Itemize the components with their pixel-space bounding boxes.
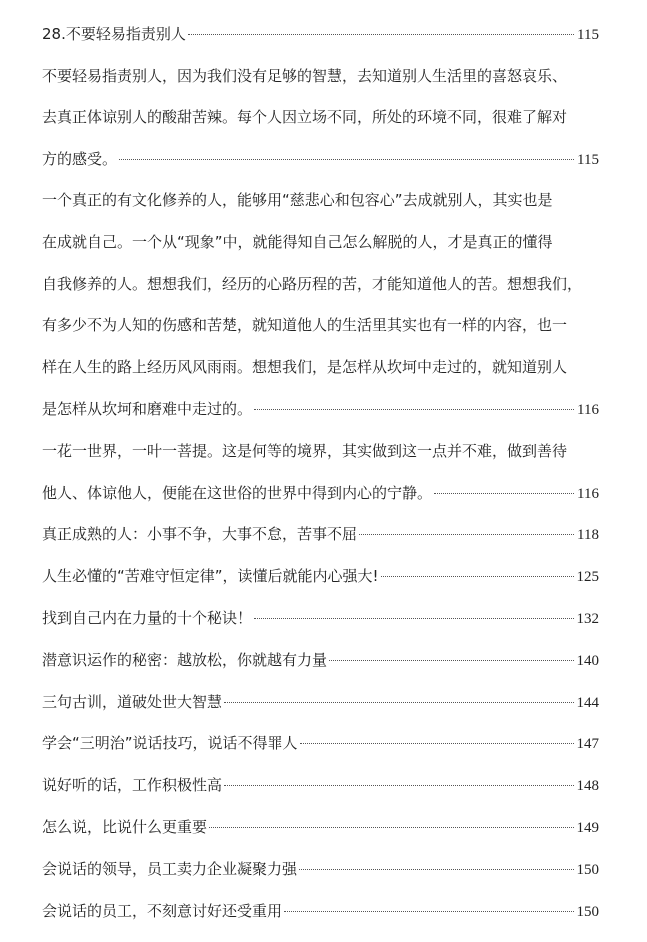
paragraph-line: 样在人生的路上经历风风雨雨。想想我们，是怎样从坎坷中走过的，就知道别人: [42, 358, 568, 376]
dot-leader: [209, 827, 573, 828]
toc-entry-title: 方的感受。: [42, 150, 118, 168]
toc-entry-page: 147: [576, 736, 599, 752]
dot-leader: [359, 534, 574, 535]
dot-leader: [284, 911, 573, 912]
dot-leader: [119, 159, 574, 160]
toc-entry[interactable]: [42, 479, 599, 507]
dot-leader: [224, 785, 573, 786]
toc-entry-page: 132: [576, 611, 599, 627]
paragraph-line: 去真正体谅别人的酸甜苦辣。每个人因立场不同，所处的环境不同，很难了解对: [42, 108, 568, 126]
toc-entry-title: 是怎样从坎坷和磨难中走过的。: [42, 400, 253, 418]
toc-entry[interactable]: [42, 395, 599, 423]
toc-entry[interactable]: [42, 855, 599, 883]
toc-entry-page: 148: [576, 778, 599, 794]
dot-leader: [299, 869, 573, 870]
toc-entry[interactable]: [42, 688, 599, 716]
toc-entry[interactable]: [42, 897, 599, 925]
toc-entry[interactable]: [42, 145, 599, 173]
toc-entry[interactable]: [42, 562, 599, 590]
toc-entry-title: 怎么说，比说什么更重要: [42, 818, 208, 836]
toc-entry-page: 115: [577, 152, 599, 168]
toc-entry-page: 116: [577, 402, 599, 418]
toc-entry[interactable]: [42, 604, 599, 632]
toc-entry-page: 140: [576, 653, 599, 669]
toc-entry-title: 说好听的话，工作积极性高: [42, 776, 223, 794]
paragraph-line: 一花一世界，一叶一菩提。这是何等的境界，其实做到这一点并不难，做到善待: [42, 442, 568, 460]
paragraph-line: 有多少不为人知的伤感和苦楚，就知道他人的生活里其实也有一样的内容，也一: [42, 316, 568, 334]
toc-entry-page: 150: [576, 904, 599, 920]
paragraph-line: 自我修养的人。想想我们，经历的心路历程的苦，才能知道他人的苦。想想我们，: [42, 275, 583, 293]
toc-entry-title: 会说话的员工，不刻意讨好还受重用: [42, 902, 283, 920]
toc-entry-title: 找到自己内在力量的十个秘诀！: [42, 609, 253, 627]
paragraph-line: 在成就自己。一个从“现象”中，就能得知自己怎么解脱的人，才是真正的懂得: [42, 233, 553, 251]
toc-entry-title: 会说话的领导，员工卖力企业凝聚力强: [42, 860, 298, 878]
toc-entry-page: 125: [576, 569, 599, 585]
dot-leader: [254, 409, 574, 410]
paragraph-line: 一个真正的有文化修养的人，能够用“慈悲心和包容心”去成就别人，其实也是: [42, 191, 553, 209]
dot-leader: [300, 743, 574, 744]
toc-entry-title: 潜意识运作的秘密：越放松，你就越有力量: [42, 651, 328, 669]
dot-leader: [329, 660, 573, 661]
toc-entry[interactable]: [42, 20, 599, 48]
paragraph-line: 不要轻易指责别人，因为我们没有足够的智慧，去知道别人生活里的喜怒哀乐、: [42, 67, 568, 85]
dot-leader: [224, 702, 573, 703]
toc-entry[interactable]: [42, 520, 599, 548]
toc-entry-title: 真正成熟的人：小事不争，大事不怠，苦事不屈: [42, 525, 358, 543]
dot-leader: [188, 34, 574, 35]
toc-entry-title: 28.不要轻易指责别人: [42, 25, 186, 43]
dot-leader: [381, 576, 574, 577]
toc-entry-page: 150: [576, 862, 599, 878]
dot-leader: [254, 618, 573, 619]
toc-entry-title: 人生必懂的“苦难守恒定律”，读懂后就能内心强大!: [42, 567, 379, 585]
toc-entry-title: 三句古训，道破处世大智慧: [42, 693, 223, 711]
toc-entry-page: 144: [576, 695, 599, 711]
toc-entry-page: 118: [577, 527, 599, 543]
toc-entry[interactable]: [42, 729, 599, 757]
toc-entry-title: 他人、体谅他人，便能在这世俗的世界中得到内心的宁静。: [42, 484, 433, 502]
toc-entry[interactable]: [42, 771, 599, 799]
dot-leader: [434, 493, 574, 494]
toc-entry[interactable]: [42, 646, 599, 674]
toc-entry-page: 115: [577, 27, 599, 43]
toc-entry[interactable]: [42, 813, 599, 841]
toc-entry-page: 149: [576, 820, 599, 836]
toc-entry-page: 116: [577, 486, 599, 502]
toc-entry-title: 学会“三明治”说话技巧，说话不得罪人: [42, 734, 298, 752]
